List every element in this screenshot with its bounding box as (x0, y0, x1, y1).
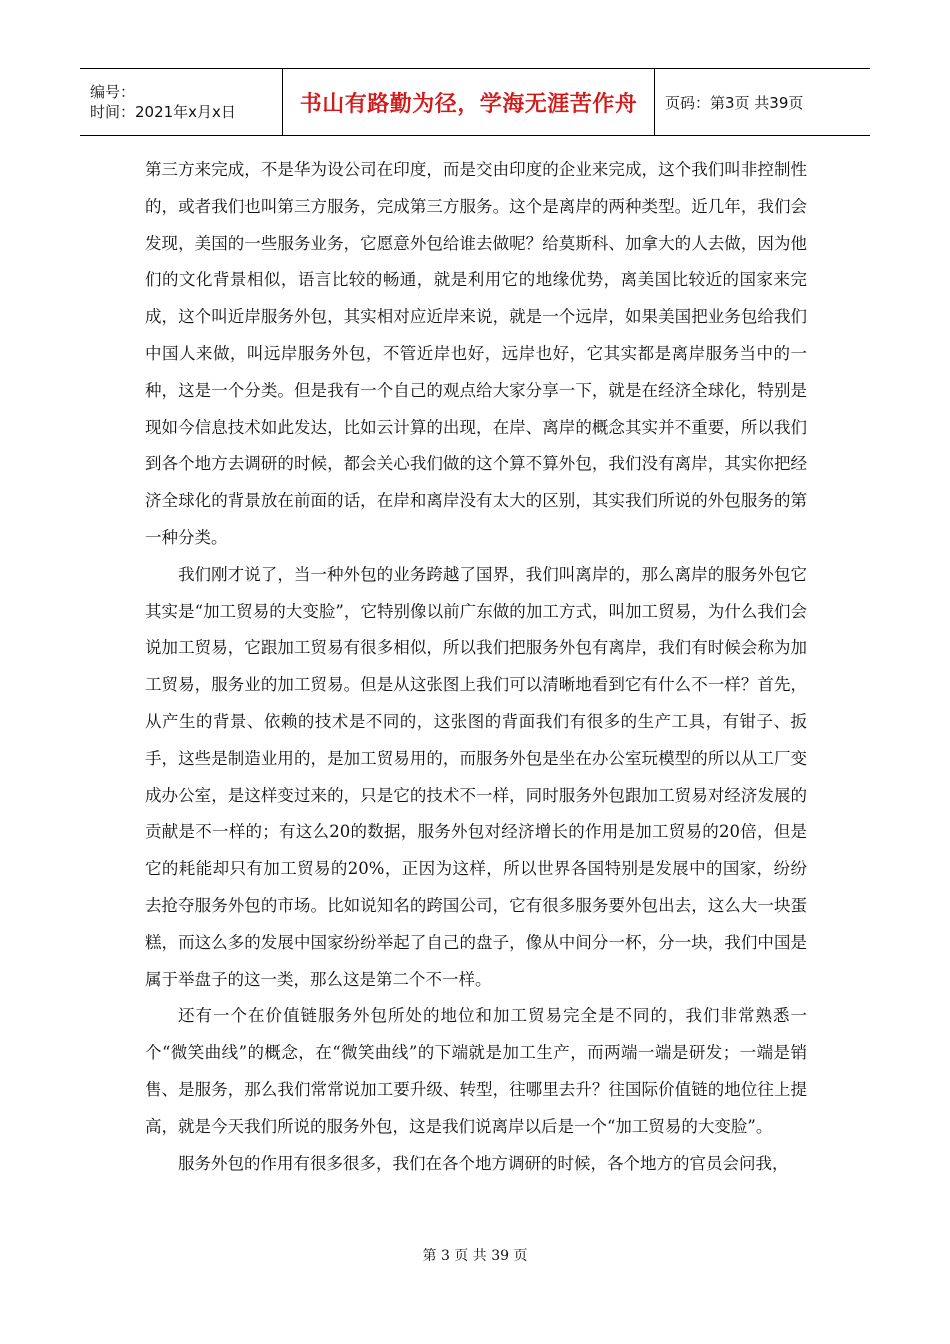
page-footer (0, 1245, 950, 1265)
paragraph: 我们刚才说了，当一种外包的业务跨越了国界，我们叫离岸的，那么离岸的服务外包它其实是“加工贸易的大变脸”，它特别像以前广东做的加工方式，叫加工贸易，为什么我们会说加工贸易，它跟加工贸易有很多相似，所以我们把服务外包有离岸，我们有时候会称为加工贸易，服务业的加工贸易。但是从这张图上我们可以清晰地看到它有什么不一样？首先，从产生的背景、依赖的技术是不同的，这张图的背面我们有很多的生产工具，有钳子、扳手，这些是制造业用的，是加工贸易用的，而服务外包是坐在办公室玩模型的所以从工厂变成办公室，是这样变过来的，只是它的技术不一样，同时服务外包跟加工贸易对经济发展的贡献是不一样的；有这么20的数据，服务外包对经济增长的作用是加工贸易的20倍，但是它的耗能却只有加工贸易的20%，正因为这样，所以世界各国特别是发展中的国家，纷纷去抢夺服务外包的市场。比如说知名的跨国公司，它有很多服务要外包出去，这么大一块蛋糕，而这么多的发展中国家纷纷举起了自己的盘子，像从中间分一杯，分一块，我们中国是属于举盘子的这一类，那么这是第二个不一样。 (145, 564, 807, 989)
header-motto: 书山有路勤为径，学海无涯苦作舟 (299, 91, 638, 117)
code-label: 编号： (90, 83, 136, 101)
header-motto-cell (283, 69, 655, 135)
paragraph-continued: 第三方来完成，不是华为设公司在印度，而是交由印度的企业来完成，这个我们叫非控制性的，或者我们也叫第三方服务，完成第三方服务。这个是离岸的两种类型。近几年，我们会发现，美国的一些服务业务，它愿意外包给谁去做呢？给莫斯科、加拿大的人去做，因为他们的文化背景相似，语言比较的畅通，就是利用它的地缘优势，离美国比较近的国家来完成，这个叫近岸服务外包，其实相对应近岸来说，就是一个远岸，如果美国把业务包给我们中国人来做，叫远岸服务外包，不管近岸也好，远岸也好，它其实都是离岸服务当中的一种，这是一个分类。但是我有一个自己的观点给大家分享一下，就是在经济全球化，特别是现如今信息技术如此发达，比如云计算的出现，在岸、离岸的概念其实并不重要，所以我们到各个地方去调研的时候，都会关心我们做的这个算不算外包，我们没有离岸，其实你把经济全球化的背景放在前面的话，在岸和离岸没有太大的区别，其实我们所说的外包服务的第一种分类。 (145, 160, 807, 547)
time-label: 时间：2021年x月x日 (90, 103, 236, 121)
header-page-info-cell (655, 69, 870, 135)
paragraph: 服务外包的作用有很多很多，我们在各个地方调研的时候，各个地方的官员会问我， (178, 1153, 789, 1173)
paragraph: 还有一个在价值链服务外包所处的地位和加工贸易完全是不同的，我们非常熟悉一个“微笑曲线”的概念，在“微笑曲线”的下端就是加工生产，而两端一端是研发；一端是销售、是服务，那么我们常常说加工要升级、转型，往哪里去升？往国际价值链的地位往上提高，就是今天我们所说的服务外包，这是我们说离岸以后是一个“加工贸易的大变脸”。 (145, 1006, 807, 1136)
header-meta (80, 69, 283, 135)
page-header (80, 68, 870, 136)
header-page-info: 页码：第3页 共39页 (665, 93, 804, 112)
body-text (145, 152, 807, 1182)
footer-page-number: 第 3 页 共 39 页 (422, 1248, 528, 1264)
